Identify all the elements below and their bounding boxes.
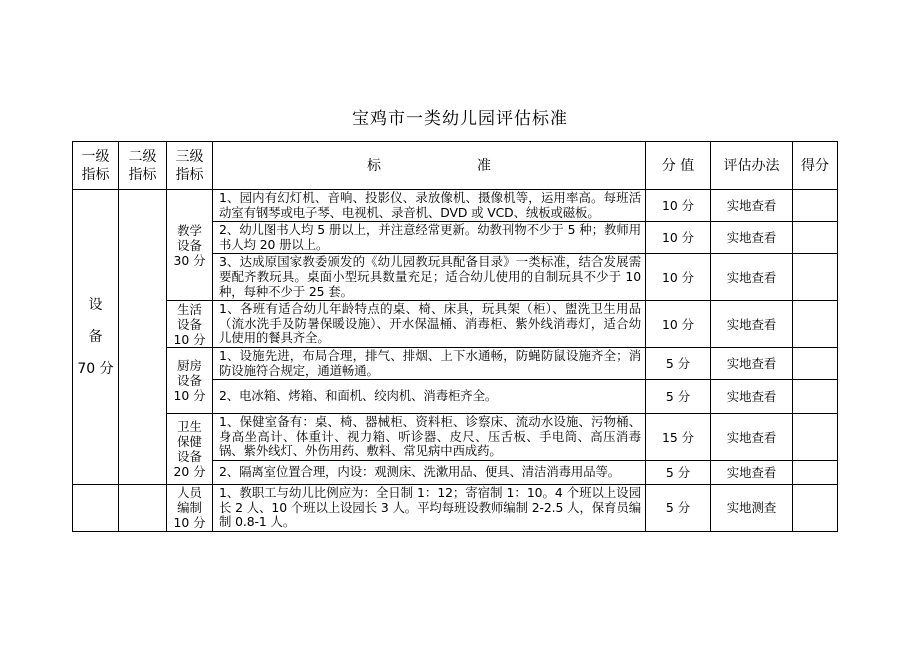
method-cell: 实地查看 [711, 380, 793, 414]
level3-cell [167, 414, 213, 485]
table-row [73, 190, 838, 222]
header-score-text: 分 值 [661, 157, 695, 174]
method-cell: 实地查看 [711, 254, 793, 301]
level3-label: 生活 设备 10 分 [173, 301, 206, 347]
got-cell [793, 254, 838, 301]
table-row [73, 301, 838, 348]
criterion-text: 3、达成原国家教委颁发的《幼儿园教玩具配备目录》一类标准，结合发展需要配齐教玩具。桌面小型玩具数量充足；适合幼儿使用的自制玩具不少于 10 种，每种不少于 25 套。 [213, 254, 646, 301]
header-level1-text: 一级 指标 [81, 148, 110, 183]
evaluation-table [72, 141, 838, 532]
criterion-text: 2、隔离室位置合理，内设：观测床、洗漱用品、便具、清洁消毒用品等。 [213, 460, 646, 484]
header-level2-text: 二级 指标 [128, 148, 157, 183]
header-method [711, 142, 793, 190]
method-cell: 实地查看 [711, 301, 793, 348]
header-level1 [73, 142, 119, 190]
method-cell: 实地查看 [711, 347, 793, 379]
header-row [73, 142, 838, 190]
level1-cell-empty [73, 484, 119, 531]
level3-cell [167, 190, 213, 301]
level1-score: 70 分 [77, 360, 114, 377]
header-got [793, 142, 838, 190]
score-cell: 15 分 [646, 414, 711, 461]
level1-char2: 备 [88, 328, 103, 345]
level3-cell [167, 347, 213, 413]
level3-cell [167, 301, 213, 348]
got-cell [793, 414, 838, 461]
score-cell: 10 分 [646, 190, 711, 222]
header-standard [213, 142, 646, 190]
method-cell: 实地查看 [711, 222, 793, 254]
level2-cell-empty [119, 484, 167, 531]
criterion-text: 1、保健室备有：桌、椅、器械柜、资料柜、诊察床、流动水设施、污物桶、身高坐高计、体重计、视力箱、听诊器、皮尺、压舌板、手电筒、高压消毒锅、紫外线灯、外伤用药、敷料、常见病中西成药。 [213, 414, 646, 461]
score-cell: 5 分 [646, 347, 711, 379]
header-level3-text: 三级 指标 [175, 148, 204, 183]
header-got-text: 得分 [801, 157, 829, 174]
criterion-text: 2、幼儿图书人均 5 册以上，并注意经常更新。幼教刊物不少于 5 种；教师用书人均 20 册以上。 [213, 222, 646, 254]
method-cell: 实地查看 [711, 460, 793, 484]
score-cell: 5 分 [646, 460, 711, 484]
header-score [646, 142, 711, 190]
level1-char1: 设 [88, 296, 103, 313]
criterion-text: 1、各班有适合幼儿年龄特点的桌、椅、床具，玩具架（柜）、盥洗卫生用品（流水洗手及防暑保暖设施）、开水保温桶、消毒柜、紫外线消毒灯，适合幼儿使用的餐具齐全。 [213, 301, 646, 348]
criterion-text: 1、园内有幻灯机、音响、投影仪、录放像机、摄像机等，运用率高。每班活动室有钢琴或电子琴、电视机、录音机、DVD 或 VCD、绒板或磁板。 [213, 190, 646, 222]
got-cell [793, 301, 838, 348]
got-cell [793, 222, 838, 254]
table-row [73, 414, 838, 461]
score-cell: 5 分 [646, 484, 711, 531]
score-cell: 10 分 [646, 254, 711, 301]
score-cell: 10 分 [646, 301, 711, 348]
level2-cell [119, 190, 167, 485]
header-level3 [167, 142, 213, 190]
criterion-text: 1、教职工与幼儿比例应为：全日制 1：12；寄宿制 1：10。4 个班以上设园长 2 人、10 个班以上设园长 3 人。平均每班设教师编制 2-2.5 人，保育员编制 0.8-1 人。 [213, 484, 646, 531]
page-title: 宝鸡市一类幼儿园评估标准 [352, 109, 568, 129]
header-method-text: 评估办法 [723, 157, 780, 174]
method-cell: 实地查看 [711, 414, 793, 461]
criterion-text: 1、设施先进，布局合理，排气、排烟、上下水通畅，防蝇防鼠设施齐全；消防设施符合规定，通道畅通。 [213, 347, 646, 379]
criterion-text: 2、电冰箱、烤箱、和面机、绞肉机、消毒柜齐全。 [213, 380, 646, 414]
level3-cell [167, 484, 213, 531]
score-cell: 5 分 [646, 380, 711, 414]
level3-label: 厨房 设备 10 分 [173, 358, 206, 404]
method-cell: 实地查看 [711, 190, 793, 222]
level3-label: 卫生 保健 设备 20 分 [173, 419, 206, 480]
got-cell [793, 380, 838, 414]
level3-label: 教学 设备 30 分 [173, 222, 206, 268]
got-cell [793, 460, 838, 484]
method-cell: 实地测查 [711, 484, 793, 531]
header-level2 [119, 142, 167, 190]
level3-label: 人员 编制 10 分 [173, 485, 206, 531]
table-row [73, 347, 838, 379]
got-cell [793, 190, 838, 222]
score-cell: 10 分 [646, 222, 711, 254]
got-cell [793, 347, 838, 379]
got-cell [793, 484, 838, 531]
header-standard-a: 标 [367, 157, 381, 174]
table-row [73, 484, 838, 531]
level1-cell [73, 190, 119, 485]
header-standard-b: 准 [477, 157, 491, 174]
